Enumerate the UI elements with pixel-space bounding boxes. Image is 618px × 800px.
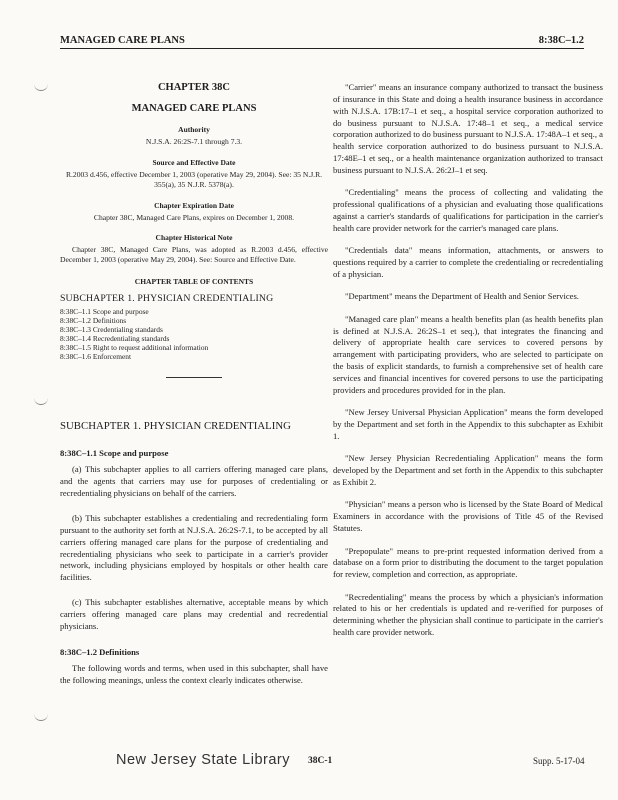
paragraph-b: (b) This subchapter establishes a credentialing and recredentialing form pursuant to the authority set forth at N.J.S.A. 26:2S-7.1, to be accepted by all carriers offering managed care plans for the purpose of credentialing and recredentialing physicians who seek to participate in a carrier's provider network, including physicians employed by hospitals or other health care facilities. — [60, 512, 328, 583]
source-heading: Source and Effective Date — [152, 157, 236, 167]
authority-text: N.J.S.A. 26:2S-7.1 through 7.3. — [145, 137, 243, 146]
toc-subchapter: SUBCHAPTER 1. PHYSICIAN CREDENTIALING — [60, 293, 274, 305]
section-divider — [166, 377, 222, 378]
paragraph-a: (a) This subchapter applies to all carriers offering managed care plans, and the agents that carriers may use for purposes of credentialing or recredentialing physicians on behalf of the carriers. — [60, 464, 328, 499]
definition-recredentialing: "Recredentialing" means the process by which a physician's information related to his or her credentials is updated and re-verified for purposes of determining whether the physician shall continue to participate in the carrier's health care provider network. — [333, 591, 603, 638]
definition-credentials-data: "Credentials data" means information, attachments, or answers to questions required by a carrier to complete the credentialing or recredentialing of a physician. — [333, 245, 603, 280]
toc-item[interactable]: 8:38C–1.5 Right to request additional information — [60, 343, 209, 353]
definition-prepopulate: "Prepopulate" means to pre-print requested information derived from a database on a form prior to distributing the document to the target population for review, completion and correction, as appropriate. — [333, 545, 603, 580]
left-column — [60, 62, 328, 686]
history-heading: Chapter Historical Note — [155, 233, 233, 243]
toc-item[interactable]: 8:38C–1.6 Enforcement — [60, 352, 132, 362]
running-header — [60, 30, 584, 49]
paragraph-c: (c) This subchapter establishes alternative, acceptable means by which carriers offering managed care plans may credential and recredential physicians. — [60, 597, 328, 631]
right-column — [333, 82, 603, 650]
page-footer — [0, 752, 618, 776]
definitions-intro: The following words and terms, when used in this subchapter, shall have the following meanings, unless the context clearly indicates otherwise. — [60, 662, 328, 685]
expiration-heading: Chapter Expiration Date — [154, 200, 234, 210]
toc-item[interactable]: 8:38C–1.2 Definitions — [60, 316, 127, 326]
history-text: Chapter 38C, Managed Care Plans, was adopted as R.2003 d.456, effective December 1, 2003 (operative May 29, 2004). See: Source and Effective Date. — [60, 245, 328, 265]
subchapter-heading: SUBCHAPTER 1. PHYSICIAN CREDENTIALING — [60, 420, 291, 433]
scan-mark-icon — [34, 78, 48, 91]
section-heading-definitions: 8:38C–1.2 Definitions — [60, 646, 140, 657]
expiration-text: Chapter 38C, Managed Care Plans, expires on December 1, 2008. — [93, 212, 295, 222]
scan-mark-icon — [34, 392, 48, 405]
definition-department: "Department" means the Department of Health and Senior Services. — [345, 291, 579, 302]
definition-recredentialing-application: "New Jersey Physician Recredentialing Application" means the form developed by the Department and set forth in the Appendix to this subchapter as Exhibit 2. — [333, 453, 603, 488]
header-title: MANAGED CARE PLANS — [60, 35, 185, 46]
library-stamp: New Jersey State Library — [116, 752, 290, 768]
definition-managed-care-plan: "Managed care plan" means a health benefits plan (as health benefits plan is defined at N.J.S.A. 26:2S–1 et seq.), that integrates the financing and delivery of appropriate health care services to covered persons by arrangement with participating providers, who are selected to participate on the basis of explicit standards, to furnish a comprehensive set of health care services and financial incentives for covered persons to use the participating providers and procedures provided for in the plan. — [333, 313, 603, 395]
chapter-title: CHAPTER 38C — [157, 82, 231, 93]
definition-carrier: "Carrier" means an insurance company authorized to transact the business of insurance in this State and doing a health insurance business in accordance with N.J.S.A. 17B:17–1 et seq., a hospital service corporation authorized to do business pursuant to N.J.S.A. 17:48–1 et seq., a medical service corporation authorized to do business pursuant to N.J.S.A. 17:48A–1 et seq., a health service corporation authorized to do business pursuant to N.J.S.A. 17:48E–1 et seq., or a health maintenance organization authorized to transact business pursuant to N.J.S.A. 26:2J–1 et seq. — [333, 82, 603, 176]
scan-mark-icon — [34, 708, 48, 721]
supplement-date: Supp. 5-17-04 — [533, 756, 585, 766]
toc-heading: CHAPTER TABLE OF CONTENTS — [134, 277, 254, 287]
definition-universal-application: "New Jersey Universal Physician Application" means the form developed by the Department and set forth in the Appendix to this subchapter as Exhibit 1. — [333, 407, 603, 441]
toc-item[interactable]: 8:38C–1.4 Recredentialing standards — [60, 334, 170, 344]
toc-list — [60, 307, 328, 361]
chapter-subtitle: MANAGED CARE PLANS — [131, 103, 257, 114]
header-section-range: 8:38C–1.2 — [538, 35, 584, 46]
source-text: R.2003 d.456, effective December 1, 2003 (operative May 29, 2004). See: 35 N.J.R. 355(a), 35 N.J.R. 5378(a). — [65, 169, 323, 189]
authority-heading: Authority — [178, 125, 210, 134]
page-number: 38C-1 — [308, 756, 333, 766]
toc-item[interactable]: 8:38C–1.1 Scope and purpose — [60, 307, 149, 317]
definition-physician: "Physician" means a person who is licensed by the State Board of Medical Examiners in accordance with the provisions of Title 45 of the Revised Statutes. — [333, 499, 603, 534]
toc-item[interactable]: 8:38C–1.3 Credentialing standards — [60, 325, 163, 335]
definition-credentialing: "Credentialing" means the process of collecting and validating the professional qualifications of a physician and evaluating those qualifications against a carrier's standards of qualifications for participation in the carrier's health care provider network for the carrier's managed care plans. — [333, 187, 603, 233]
section-heading-scope: 8:38C–1.1 Scope and purpose — [60, 448, 169, 459]
